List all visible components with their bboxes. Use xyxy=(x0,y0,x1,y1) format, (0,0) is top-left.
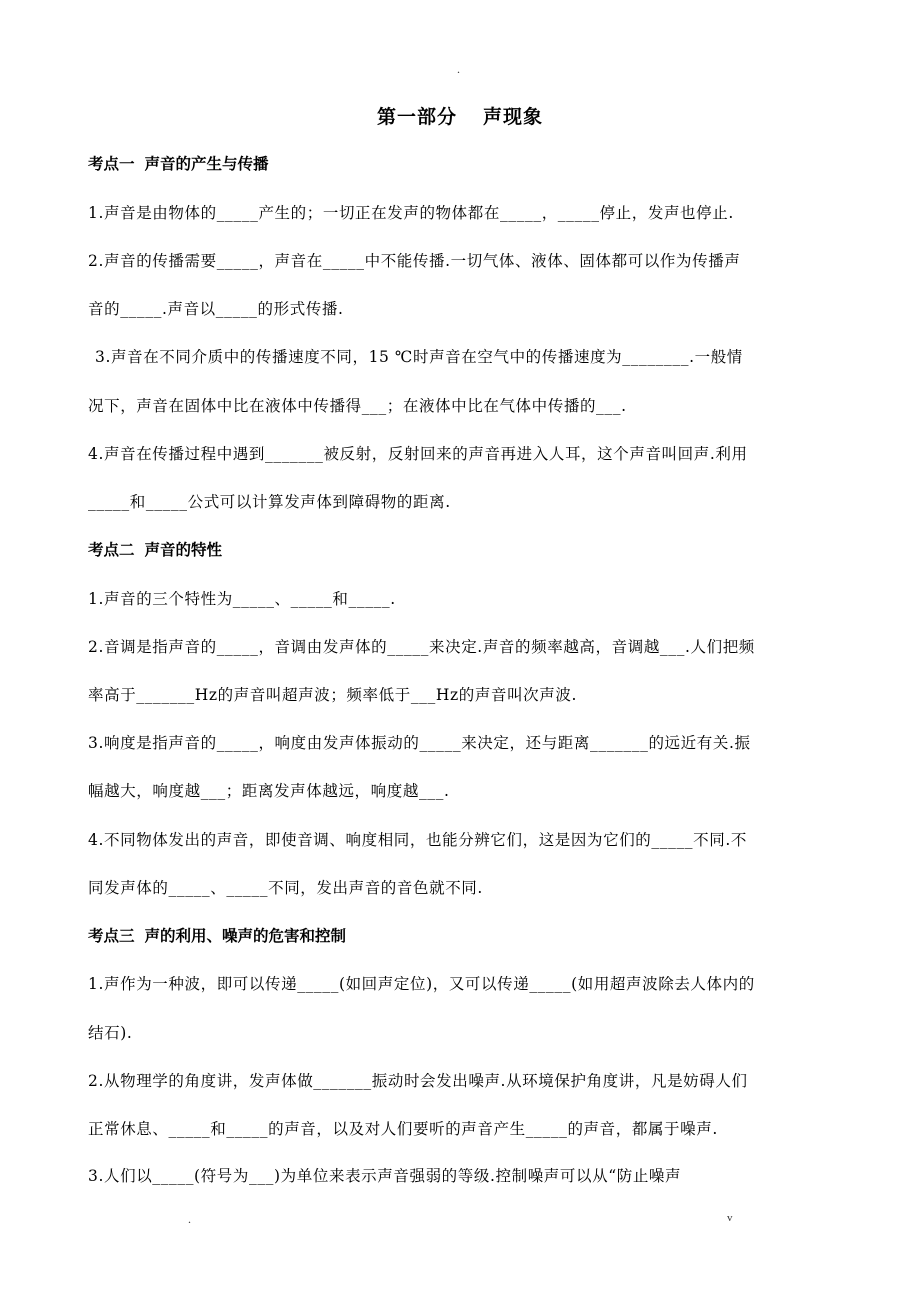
section-topic: 声音的产生与传播 xyxy=(144,155,269,173)
text-line: 1.声音是由物体的_____产生的；一切正在发声的物体都在_____，_____停止，发声也停止. xyxy=(88,204,734,222)
page-title xyxy=(0,102,920,129)
text-line: 正常休息、_____和_____的声音，以及对人们要听的声音产生_____的声音，都属于噪声. xyxy=(88,1120,718,1138)
section-topic: 声音的特性 xyxy=(144,541,223,559)
text-line: 2.从物理学的角度讲，发声体做_______振动时会发出噪声.从环境保护角度讲，凡是妨碍人们 xyxy=(88,1072,748,1090)
text-line: 1.声音的三个特性为_____、_____和_____. xyxy=(88,590,396,608)
section-label: 考点一 xyxy=(88,155,135,173)
title-part: 第一部分 xyxy=(376,106,457,128)
section-label: 考点三 xyxy=(88,927,135,945)
text-line: 1.声作为一种波，即可以传递_____(如回声定位)，又可以传递_____(如用超声波除去人体内的 xyxy=(88,975,755,993)
section-heading-3 xyxy=(88,924,346,946)
text-line: _____和_____公式可以计算发声体到障碍物的距离. xyxy=(88,493,451,511)
text-line: 3.人们以_____(符号为___)为单位来表示声音强弱的等级.控制噪声可以从“防止噪声 xyxy=(88,1167,682,1185)
section-heading-1 xyxy=(88,152,269,174)
page-mark-bottom-left: . xyxy=(188,1212,191,1226)
text-line: 况下，声音在固体中比在液体中传播得___；在液体中比在气体中传播的___. xyxy=(88,397,627,415)
page-mark-top: . xyxy=(457,62,460,76)
section-topic: 声的利用、噪声的危害和控制 xyxy=(144,927,347,945)
text-line: 2.音调是指声音的_____，音调由发声体的_____来决定.声音的频率越高，音调越___.人们把频 xyxy=(88,638,755,656)
text-line: 2.声音的传播需要_____，声音在_____中不能传播.一切气体、液体、固体都可以作为传播声 xyxy=(88,252,741,270)
text-line: 幅越大，响度越___；距离发声体越远，响度越___. xyxy=(88,782,450,800)
text-line: 率高于_______Hz的声音叫超声波；频率低于___Hz的声音叫次声波. xyxy=(88,686,577,704)
text-line: 4.声音在传播过程中遇到_______被反射，反射回来的声音再进入人耳，这个声音叫回声.利用 xyxy=(88,445,748,463)
text-line: 音的_____.声音以_____的形式传播. xyxy=(88,300,344,318)
text-line: 3.声音在不同介质中的传播速度不同，15 ℃时声音在空气中的传播速度为________.一般情 xyxy=(95,348,743,366)
title-topic: 声现象 xyxy=(483,106,544,128)
section-label: 考点二 xyxy=(88,541,135,559)
text-line: 同发声体的_____、_____不同，发出声音的音色就不同. xyxy=(88,879,483,897)
text-line: 结石). xyxy=(88,1024,133,1042)
text-line: 3.响度是指声音的_____，响度由发声体振动的_____来决定，还与距离_______的远近有关.振 xyxy=(88,734,751,752)
section-heading-2 xyxy=(88,538,222,560)
page-mark-bottom-right: v xyxy=(727,1212,733,1224)
text-line: 4.不同物体发出的声音，即使音调、响度相同，也能分辨它们，这是因为它们的_____不同.不 xyxy=(88,831,747,849)
